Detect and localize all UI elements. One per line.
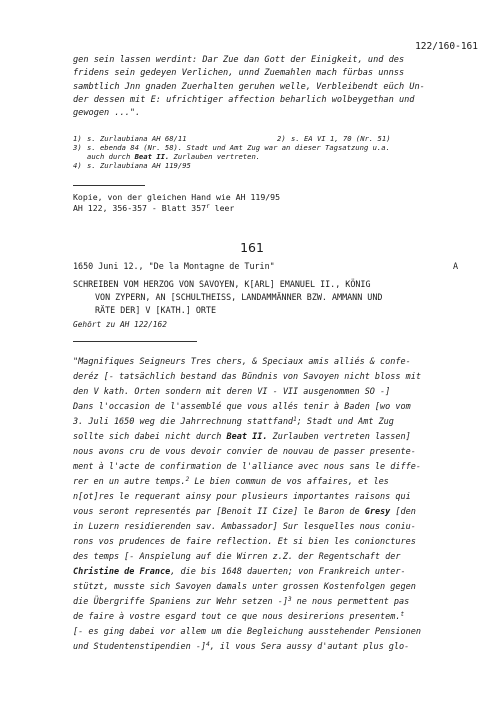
footnote-ref: 3 — [287, 596, 292, 603]
body-line: ment à l'acte de confirmation de l'alliance avec nous sans le diffe- — [73, 462, 421, 472]
footnote-text: Zurlauben vertreten. — [169, 151, 261, 161]
footnote-number: 2) — [277, 134, 286, 143]
body-line: stützt, musste sich Savoyen damals unter grossen Kostenfolgen gegen — [73, 582, 416, 592]
copy-note-text: AH 122, 356-357 - Blatt 357 — [73, 203, 207, 213]
source-marker: A — [452, 261, 458, 271]
footnote-text: s. Zurlaubiana AH 68/11 — [87, 134, 187, 143]
body-line — [73, 565, 465, 580]
body-line: deréz [- tatsächlich bestand das Bündnis von Savoyen nicht bloss mit — [73, 372, 421, 382]
body-line: in Luzern residierenden sav. Ambassador] Sur lesquelles nous coniu- — [73, 522, 416, 532]
text-line: der dessen mit E: ufrichtiger affection beharlich wolbeygethan und — [73, 94, 415, 105]
body-text: Zurlauben vertreten lassen] — [267, 432, 411, 442]
body-text: und Studentenstipendien -] — [73, 642, 207, 652]
text-line: gewogen ...". — [73, 108, 141, 119]
footnote-text: s. EA VI 1, 70 (Nr. 51) — [291, 134, 391, 143]
body-bold-name: Christine de France — [73, 567, 171, 577]
footnote-text: s. Zurlaubiana AH 119/95 — [87, 160, 191, 170]
belongs-to-note: Gehört zu AH 122/162 — [73, 320, 167, 329]
divider-rule — [73, 185, 145, 186]
footnote-ref: 1 — [293, 416, 297, 423]
date-place: 1650 Juni 12., "De la Montagne de Turin" — [73, 261, 275, 271]
footnotes — [73, 135, 465, 171]
body-line — [73, 415, 465, 430]
body-bold-name: Gresy — [364, 507, 391, 517]
copy-note-line — [73, 203, 465, 214]
footnote-number: 1) — [73, 134, 82, 143]
body-text: , die bis 1648 dauerten; von Frankreich unter- — [170, 567, 406, 577]
body-text: Le bien commun de vos affaires, et les — [189, 477, 389, 487]
footnote-text: auch durch — [87, 151, 135, 161]
body-line — [73, 595, 465, 610]
footnote — [73, 162, 465, 171]
footnote-ref: 4 — [206, 641, 210, 648]
body-line: Dans l'occasion de l'assemblé que vous allés tenir à Baden [wo vom — [73, 402, 411, 412]
copy-note-line: Kopie, von der gleichen Hand wie AH 119/95 — [73, 192, 281, 202]
body-line: "Magnifiques Seigneurs Tres chers, & Speciaux amis alliés & confe- — [73, 357, 411, 367]
body-line: nous avons cru de vous devoir convier de nouvau de passer presente- — [73, 447, 416, 457]
body-text: ; Stadt und Amt Zug — [296, 417, 394, 427]
body-bold-name: Beat II. — [226, 432, 268, 442]
body-line: n[ot]res le requerant ainsy pour plusieurs importantes raisons qui — [73, 492, 411, 502]
previous-letter-text — [73, 54, 465, 120]
body-text: sollte sich dabei nicht durch — [73, 432, 227, 442]
body-text: 3. Juli 1650 weg die Jahrrechnung stattfand — [73, 417, 294, 427]
abbreviation-superscript: t — [400, 611, 405, 618]
footnote-ref: 2 — [185, 476, 190, 483]
page-number: 122/160-161 — [415, 41, 478, 52]
body-line: des temps [- Anspielung auf die Wirren z.Z. der Regentschaft der — [73, 552, 401, 562]
body-text: [den — [390, 507, 416, 517]
body-text: vous seront representés par [Benoit II Cize] le Baron de — [73, 507, 365, 517]
document-number: 161 — [240, 240, 264, 255]
footnote-text: s. ebenda 84 (Nr. 58). Stadt und Amt Zug war an dieser Tagsatzung u.a. — [87, 142, 390, 152]
body-line — [73, 610, 465, 625]
body-line — [73, 505, 465, 520]
body-line — [73, 430, 465, 445]
heading-line: RÄTE DER] V [KATH.] ORTE — [95, 305, 217, 316]
body-text: ne nous permettent pas — [291, 597, 410, 607]
divider-rule — [73, 341, 197, 342]
text-line: fridens sein gedeyen Verlichen, unnd Zuemahlen mach fürbas unnss — [73, 68, 405, 79]
footnote-number: 3) — [73, 142, 82, 152]
text-line: sambtlich Jnn gnaden Zuerhalten geruhen welle, Verbleibendt eüch Un- — [73, 81, 425, 92]
body-text: rer en un autre temps. — [73, 477, 186, 487]
body-line: [- es ging dabei vor allem um die Begleichung ausstehender Pensionen — [73, 627, 421, 637]
letter-body — [73, 355, 465, 655]
document-heading — [73, 278, 465, 318]
heading-line: SCHREIBEN VOM HERZOG VON SAVOYEN, K[ARL] EMANUEL II., KÖNIG — [73, 279, 371, 289]
footnote-bold-name: Beat II. — [134, 151, 170, 161]
copy-note — [73, 192, 465, 214]
body-line — [73, 475, 465, 490]
body-line: rons vos prudences de faire reflection. Et si bien les conionctures — [73, 537, 416, 547]
body-line: den V kath. Orten sondern mit deren VI - VII ausgenommen SO -] — [73, 387, 391, 397]
body-text: , il vous Sera aussy d'autant plus glo- — [209, 642, 410, 652]
body-text: die Übergriffe Spaniens zur Wehr setzen -] — [73, 597, 288, 607]
heading-line: VON ZYPERN, AN [SCHULTHEISS, LANDAMMÄNNER BZW. AMMANN UND — [95, 292, 383, 303]
text-line: gen sein lassen werdint: Dar Zue dan Gott der Einigkeit, und des — [73, 55, 405, 65]
copy-note-text: leer — [209, 203, 235, 213]
body-line — [73, 640, 465, 655]
copy-note-superscript: r — [206, 203, 210, 210]
footnote-number: 4) — [73, 160, 82, 170]
body-text: de faire à vostre esgard tout ce que nous desirerions presentem. — [73, 612, 401, 622]
date-line — [73, 261, 458, 271]
